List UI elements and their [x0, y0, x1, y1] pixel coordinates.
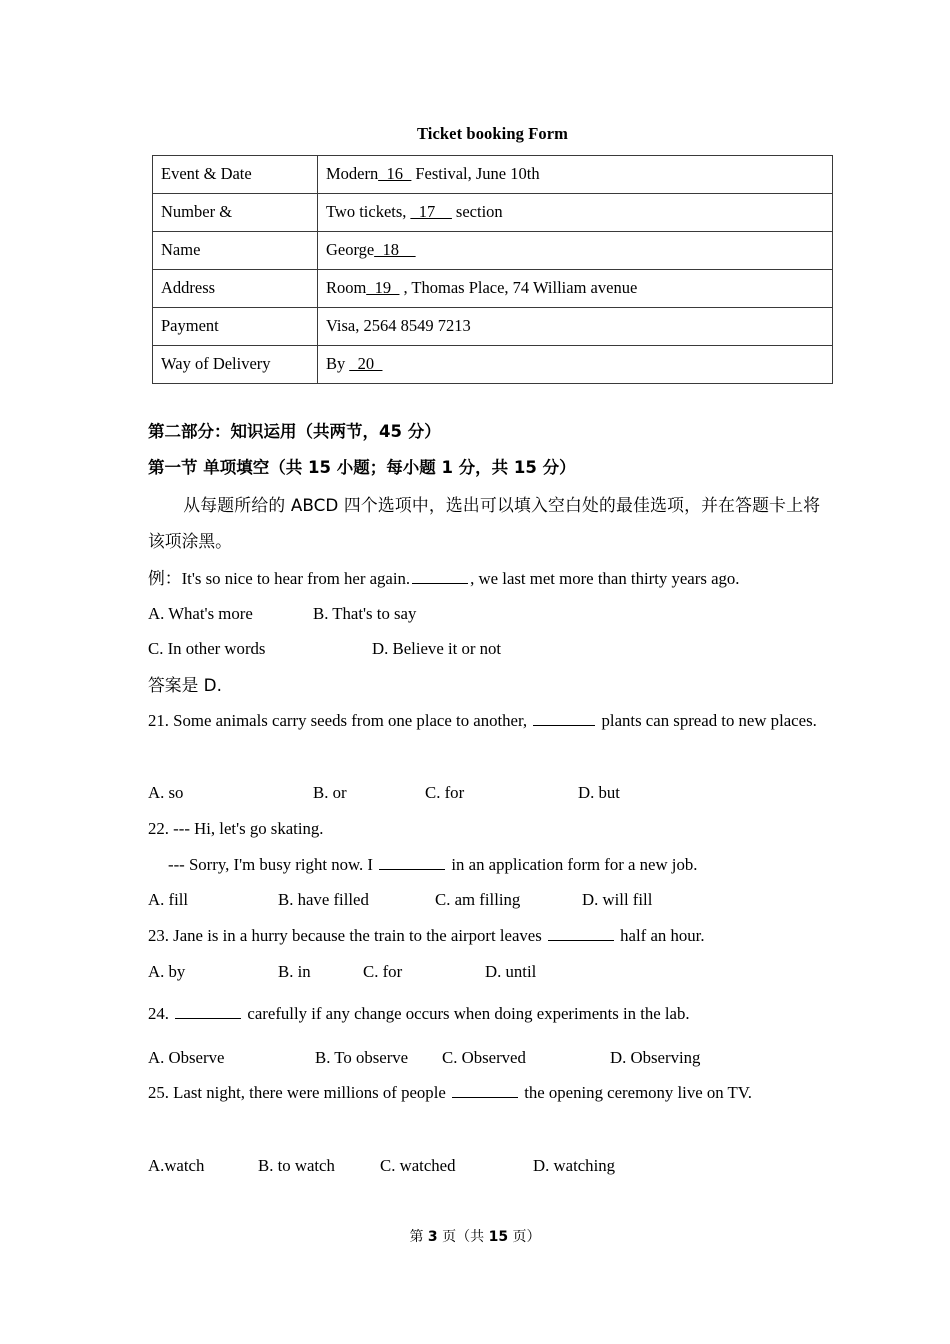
footer-suffix: 页）	[508, 1229, 541, 1245]
table-row	[153, 156, 833, 194]
question-25-stem	[148, 1075, 820, 1111]
table-row	[153, 270, 833, 308]
option-b[interactable]: B. in	[278, 962, 311, 981]
option-a[interactable]: A. by	[148, 962, 186, 981]
answer-blank-20: _20_	[349, 353, 383, 373]
stem-before: Some animals carry seeds from one place to another,	[168, 711, 532, 730]
table-row	[153, 194, 833, 232]
row-label: Name	[153, 232, 318, 270]
question-21-options	[148, 775, 838, 811]
table-row	[153, 232, 833, 270]
ticket-booking-table	[152, 155, 833, 384]
row-value	[318, 346, 833, 384]
stem-before: Jane is in a hurry because the train to the airport leaves	[168, 926, 546, 945]
option-b[interactable]: B. or	[313, 783, 347, 802]
dialogue-line-2-before: --- Sorry, I'm busy right now. I	[168, 855, 378, 874]
value-pre: George	[326, 239, 375, 259]
option-d[interactable]: D. until	[485, 962, 537, 981]
subsection-heading: 第一节 单项填空（共 15 小题；每小题 1 分，共 15 分）	[148, 458, 576, 477]
option-b[interactable]: B. to watch	[258, 1156, 335, 1175]
page-title: Ticket booking Form	[416, 124, 569, 143]
instructions-paragraph: 从每题所给的 ABCD 四个选项中，选出可以填入空白处的最佳选项，并在答题卡上将该项涂黑。	[148, 495, 820, 551]
stem-after: plants can spread to new places.	[597, 711, 817, 730]
stem-before	[169, 1004, 173, 1023]
row-label: Way of Delivery	[153, 346, 318, 384]
value-pre: Visa, 2564 8549 7213	[326, 315, 471, 335]
option-d[interactable]: D. Observing	[610, 1048, 701, 1067]
example-answer-blank	[412, 567, 468, 584]
question-number: 21.	[148, 711, 169, 730]
row-label: Event & Date	[153, 156, 318, 194]
value-pre: Two tickets,	[326, 201, 411, 221]
option-c[interactable]: C. for	[363, 962, 403, 981]
table-row	[153, 308, 833, 346]
row-label: Payment	[153, 308, 318, 346]
question-number: 23.	[148, 926, 169, 945]
stem-after: carefully if any change occurs when doing experiments in the lab.	[243, 1004, 690, 1023]
row-value	[318, 270, 833, 308]
example-lead: 例：	[148, 568, 182, 588]
option-c[interactable]: C. In other words	[148, 639, 266, 658]
question-23-stem	[148, 918, 828, 954]
question-22-options	[148, 882, 838, 918]
answer-blank-19: _19_	[366, 277, 400, 297]
question-22-line-2	[168, 847, 828, 883]
footer-middle: 页（共	[437, 1229, 489, 1245]
answer-blank-21	[533, 709, 595, 726]
example-stem-before: It's so nice to hear from her again.	[181, 569, 411, 588]
row-value	[318, 308, 833, 346]
table-row	[153, 346, 833, 384]
option-d[interactable]: D. but	[578, 783, 620, 802]
value-pre: Modern	[326, 163, 379, 183]
section-heading: 第二部分：知识运用（共两节，45 分）	[148, 422, 441, 441]
footer-page-number: 3	[427, 1229, 438, 1245]
option-a[interactable]: A. What's more	[148, 604, 253, 623]
answer-blank-18: _18__	[374, 239, 416, 259]
option-a[interactable]: A. Observe	[148, 1048, 225, 1067]
option-a[interactable]: A. so	[148, 783, 184, 802]
stem-after: the opening ceremony live on TV.	[520, 1083, 752, 1102]
footer-prefix: 第	[409, 1229, 428, 1245]
option-d[interactable]: D. will fill	[582, 890, 653, 909]
example-options-row-1	[148, 596, 838, 632]
question-number: 25.	[148, 1083, 169, 1102]
question-24-options	[148, 1040, 838, 1076]
option-b[interactable]: B. That's to say	[313, 604, 417, 623]
page-footer	[0, 1226, 950, 1246]
footer-total-pages: 15	[488, 1229, 509, 1245]
stem-after: half an hour.	[615, 926, 705, 945]
answer-blank-17: _17__	[410, 201, 452, 221]
example-stem-after: , we last met more than thirty years ago.	[470, 569, 740, 588]
option-c[interactable]: C. for	[425, 783, 465, 802]
answer-blank-22	[379, 853, 445, 870]
dialogue-line-2-after: in an application form for a new job.	[447, 855, 698, 874]
option-b[interactable]: B. have filled	[278, 890, 369, 909]
example-options-row-2	[148, 631, 838, 667]
example-answer-line: 答案是 D.	[148, 675, 222, 695]
option-c[interactable]: C. Observed	[442, 1048, 526, 1067]
stem-before: Last night, there were millions of people	[168, 1083, 450, 1102]
row-value	[318, 156, 833, 194]
question-24-stem	[148, 996, 828, 1032]
question-25-options	[148, 1148, 838, 1184]
answer-blank-16: _16_	[378, 163, 412, 183]
answer-blank-25	[452, 1081, 518, 1098]
option-c[interactable]: C. watched	[380, 1156, 456, 1175]
row-value	[318, 194, 833, 232]
option-b[interactable]: B. To observe	[315, 1048, 409, 1067]
answer-blank-23	[548, 924, 614, 941]
value-post: section	[451, 201, 503, 221]
value-post: Festival, June 10th	[411, 163, 540, 183]
question-21-stem	[148, 703, 820, 739]
option-a[interactable]: A.watch	[148, 1156, 205, 1175]
dialogue-line-1: --- Hi, let's go skating.	[168, 819, 324, 838]
option-a[interactable]: A. fill	[148, 890, 189, 909]
option-c[interactable]: C. am filling	[435, 890, 521, 909]
question-number: 22.	[148, 819, 169, 838]
row-value	[318, 232, 833, 270]
row-label: Number &	[153, 194, 318, 232]
option-d[interactable]: D. Believe it or not	[372, 639, 502, 658]
value-pre: By	[326, 353, 350, 373]
question-22-line-1	[148, 811, 838, 847]
question-number: 24.	[148, 1004, 169, 1023]
row-label: Address	[153, 270, 318, 308]
value-post: , Thomas Place, 74 William avenue	[399, 277, 638, 297]
value-pre: Room	[326, 277, 367, 297]
question-23-options	[148, 954, 838, 990]
example-stem	[148, 560, 838, 597]
answer-blank-24	[175, 1002, 241, 1019]
option-d[interactable]: D. watching	[533, 1156, 616, 1175]
